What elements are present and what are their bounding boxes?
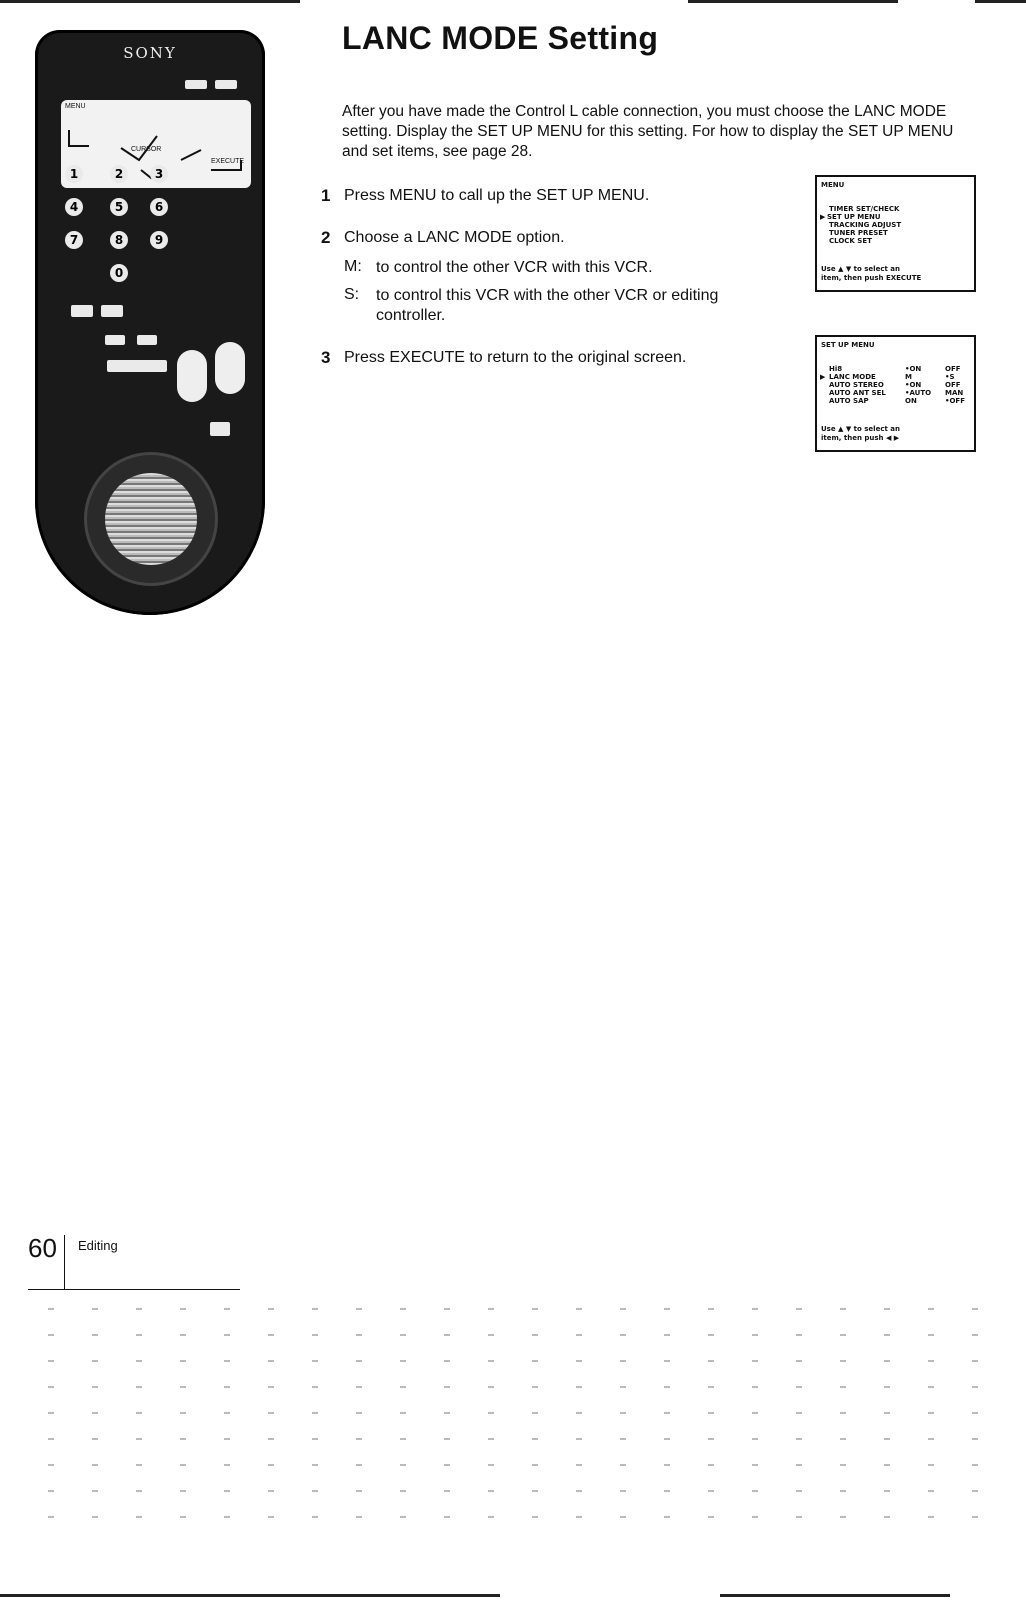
menu-item-marker: ▶ xyxy=(820,213,826,221)
setup-row-1-label: LANC MODE xyxy=(829,373,876,381)
setup-row-2-a: •ON xyxy=(905,381,922,389)
search-back-button xyxy=(105,335,125,345)
setup-row-4-label: AUTO SAP xyxy=(829,397,869,405)
section-label: Editing xyxy=(78,1238,118,1253)
menu-item-setup: SET UP MENU xyxy=(827,213,881,221)
bottom-rule-left xyxy=(0,1594,500,1597)
option-s-key: S: xyxy=(344,286,360,303)
menu-item-tuner: TUNER PRESET xyxy=(829,229,888,237)
number-button-2: 2 xyxy=(110,165,128,183)
number-button-5: 5 xyxy=(110,198,128,216)
setup-screen-footer-1: Use ▲ ▼ to select an xyxy=(821,425,900,433)
setup-row-marker: ▶ xyxy=(820,373,826,381)
step-1-number: 1 xyxy=(321,186,331,205)
pause-button xyxy=(210,422,230,436)
setup-row-4-a: ON xyxy=(905,397,917,405)
cursor-label: CURSOR xyxy=(131,146,162,153)
menu-screen-footer-1: Use ▲ ▼ to select an xyxy=(821,265,900,273)
intro-paragraph: After you have made the Control L cable connection, you must choose the LANC MODE setting. Display the SET UP MENU for this setting. For how to display the SET UP MENU and set items, see page 28. xyxy=(342,103,954,160)
number-button-6: 6 xyxy=(150,198,168,216)
menu-label: MENU xyxy=(65,103,86,110)
step-2-number: 2 xyxy=(321,228,331,247)
setup-row-0-b: OFF xyxy=(945,365,961,373)
setup-row-2-b: OFF xyxy=(945,381,961,389)
menu-screen xyxy=(815,175,976,292)
page-number-divider xyxy=(64,1235,65,1290)
menu-item-clock: CLOCK SET xyxy=(829,237,872,245)
frame-forward-button xyxy=(101,305,123,317)
step-2-text: Choose a LANC MODE option. xyxy=(344,229,565,246)
setup-row-2-label: AUTO STEREO xyxy=(829,381,884,389)
execute-label: EXECUTE xyxy=(211,158,245,165)
setup-row-3-b: MAN xyxy=(945,389,964,397)
remote-control-illustration xyxy=(35,30,265,615)
number-button-3: 3 xyxy=(150,165,168,183)
menu-item-tracking: TRACKING ADJUST xyxy=(829,221,902,229)
search-forward-button xyxy=(137,335,157,345)
rec-button xyxy=(107,360,167,372)
option-s-text: to control this VCR with the other VCR or editing controller. xyxy=(376,287,719,324)
remote-brand: SONY xyxy=(123,44,177,62)
number-button-4: 4 xyxy=(65,198,83,216)
top-rule-right xyxy=(688,0,898,3)
top-rule-edge xyxy=(975,0,1026,3)
page-number: 60 xyxy=(28,1233,57,1263)
number-button-8: 8 xyxy=(110,231,128,249)
jog-shuttle-dial xyxy=(87,455,215,583)
setup-menu-screen xyxy=(815,335,976,452)
menu-item-timer: TIMER SET/CHECK xyxy=(829,205,900,213)
number-button-7: 7 xyxy=(65,231,83,249)
setup-screen-header: SET UP MENU xyxy=(821,341,875,349)
step-3-text: Press EXECUTE to return to the original screen. xyxy=(344,349,687,366)
scan-bleed-pattern xyxy=(30,1292,980,1542)
step-3-number: 3 xyxy=(321,348,331,367)
setup-row-0-label: Hi8 xyxy=(829,365,843,373)
setup-row-1-a: M xyxy=(905,373,912,381)
setup-row-4-b: •OFF xyxy=(945,397,965,405)
top-rule-left xyxy=(0,0,300,3)
jog-dial-center xyxy=(105,473,197,565)
number-button-1: 1 xyxy=(65,165,83,183)
menu-screen-footer-2: item, then push EXECUTE xyxy=(821,274,922,282)
tv-vtr-button xyxy=(215,80,237,89)
power-button xyxy=(185,80,207,89)
footer-rule xyxy=(28,1289,240,1290)
volume-rocker xyxy=(215,342,245,394)
number-button-9: 9 xyxy=(150,231,168,249)
frame-back-button xyxy=(71,305,93,317)
number-button-0: 0 xyxy=(110,264,128,282)
setup-row-1-b: •S xyxy=(945,373,955,381)
setup-row-3-a: •AUTO xyxy=(905,389,932,397)
option-m-text: to control the other VCR with this VCR. xyxy=(376,259,653,276)
setup-row-3-label: AUTO ANT SEL xyxy=(829,389,886,397)
menu-screen-header: MENU xyxy=(821,181,845,189)
setup-screen-footer-2: item, then push ◀ ▶ xyxy=(821,434,900,442)
bottom-rule-right xyxy=(720,1594,950,1597)
option-m-key: M: xyxy=(344,258,362,275)
step-1-text: Press MENU to call up the SET UP MENU. xyxy=(344,187,650,204)
setup-row-0-a: •ON xyxy=(905,365,922,373)
page-title: LANC MODE Setting xyxy=(342,20,659,56)
channel-rocker xyxy=(177,350,207,402)
